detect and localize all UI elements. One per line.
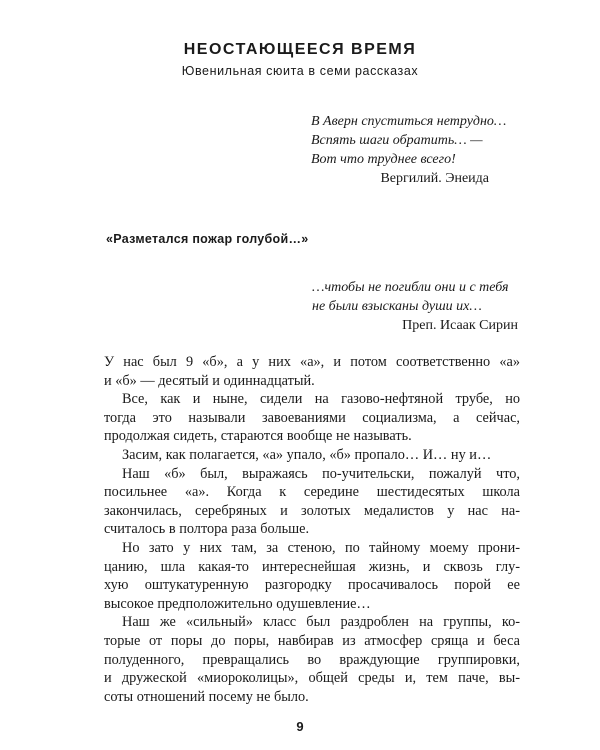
- text-line: Все, как и ныне, сидели на газово-нефтяной трубе, но: [122, 391, 520, 408]
- text-line: высокое предположительно одушевление…: [104, 595, 371, 612]
- text-line: Засим, как полагается, «а» упало, «б» пропало… И… ну и…: [122, 446, 492, 463]
- text-line: Наш «б» был, выражаясь по-учительски, пожалуй что,: [122, 465, 520, 482]
- text-line: продолжая сидеть, стараются вообще не называть.: [104, 428, 412, 445]
- page-subtitle: Ювенильная сюита в семи рассказах: [181, 64, 419, 78]
- text-line: хую оштукатуренную разгородку просачивалось порой ее: [104, 577, 520, 594]
- epigraph-line: не были взысканы души их…: [312, 299, 482, 314]
- epigraph-attribution: Вергилий. Энеида: [380, 171, 489, 186]
- text-line: полуденного, превращались во враждующие группировки,: [104, 651, 520, 668]
- text-line: посильнее «а». Когда к середине шестидесятых школа: [104, 484, 520, 501]
- epigraph-line: …чтобы не погибли они и с тебя: [312, 280, 509, 295]
- text-line: Но зато у них там, за стеною, по тайному моему прони-: [122, 539, 520, 556]
- page-title: НЕОСТАЮЩЕЕСЯ ВРЕМЯ: [183, 41, 417, 58]
- text-line: У нас был 9 «б», а у них «а», и потом соответственно «а»: [104, 354, 520, 370]
- text-line: закончилась, серебряных и золотых медалистов у нас на-: [104, 502, 520, 519]
- page-number: 9: [296, 719, 304, 734]
- text-line: соты отношений посему не было.: [104, 688, 309, 705]
- text-line: цанию, шла какая-то интереснейшая жизнь, и сквозь глу-: [104, 558, 520, 575]
- epigraph-virgil: [311, 112, 507, 188]
- text-line: и дружеской «миороколицы», общей среды и, тем паче, вы-: [104, 670, 520, 687]
- epigraph-isaac: [312, 278, 518, 335]
- chapter-title: «Разметался пожар голубой…»: [106, 232, 309, 246]
- text-line: и «б» — десятый и одиннадцатый.: [104, 372, 315, 389]
- epigraph-attribution: Преп. Исаак Сирин: [402, 318, 518, 333]
- text-line: считалось в полтора раза больше.: [104, 521, 310, 538]
- text-line: торые от поры до поры, навбирав из атмосфер сряща и беса: [104, 632, 520, 649]
- text-line: тогда это называли завоеваниями социализма, а сейчас,: [104, 409, 520, 426]
- body-text: [104, 353, 520, 706]
- epigraph-line: Вот что труднее всего!: [311, 152, 456, 167]
- text-line: Наш же «сильный» класс был раздроблен на группы, ко-: [122, 614, 520, 631]
- epigraph-line: Вспять шаги обратить… —: [311, 133, 483, 148]
- epigraph-line: В Аверн спуститься нетрудно…: [311, 114, 507, 129]
